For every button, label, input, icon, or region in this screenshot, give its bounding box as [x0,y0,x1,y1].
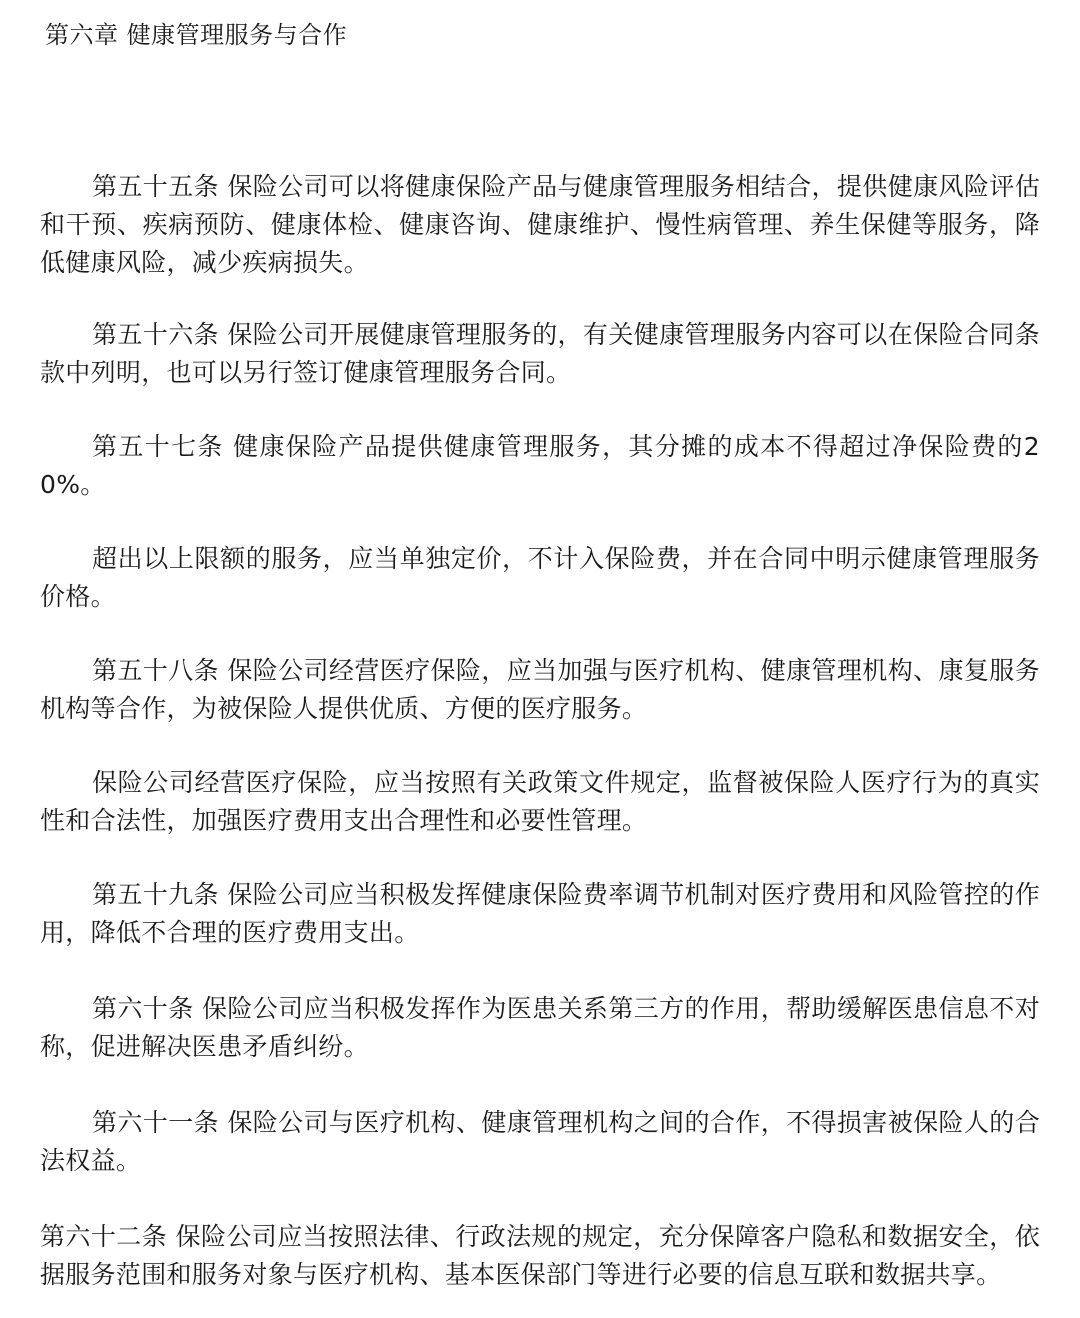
article-60: 第六十条 保险公司应当积极发挥作为医患关系第三方的作用，帮助缓解医患信息不对称，促进解决医患矛盾纠纷。 [40,994,1040,1061]
article-58: 第五十八条 保险公司经营医疗保险，应当加强与医疗机构、健康管理机构、康复服务机构等合作，为被保险人提供优质、方便的医疗服务。 [40,656,1040,723]
article-57-continuation: 超出以上限额的服务，应当单独定价，不计入保险费，并在合同中明示健康管理服务价格。 [40,544,1040,611]
article-55: 第五十五条 保险公司可以将健康保险产品与健康管理服务相结合，提供健康风险评估和干预、疾病预防、健康体检、健康咨询、健康维护、慢性病管理、养生保健等服务，降低健康风险，减少疾病损失。 [40,172,1040,277]
article-57: 第五十七条 健康保险产品提供健康管理服务，其分摊的成本不得超过净保险费的20%。 [40,432,1040,499]
article-58-continuation: 保险公司经营医疗保险，应当按照有关政策文件规定，监督被保险人医疗行为的真实性和合法性，加强医疗费用支出合理性和必要性管理。 [40,768,1040,835]
article-62: 第六十二条 保险公司应当按照法律、行政法规的规定，充分保障客户隐私和数据安全，依据服务范围和服务对象与医疗机构、基本医保部门等进行必要的信息互联和数据共享。 [40,1222,1040,1289]
chapter-title: 第六章 健康管理服务与合作 [45,21,348,49]
article-59: 第五十九条 保险公司应当积极发挥健康保险费率调节机制对医疗费用和风险管控的作用，降低不合理的医疗费用支出。 [40,880,1040,947]
article-56: 第五十六条 保险公司开展健康管理服务的，有关健康管理服务内容可以在保险合同条款中列明，也可以另行签订健康管理服务合同。 [40,320,1040,387]
article-61: 第六十一条 保险公司与医疗机构、健康管理机构之间的合作，不得损害被保险人的合法权益。 [40,1108,1040,1175]
